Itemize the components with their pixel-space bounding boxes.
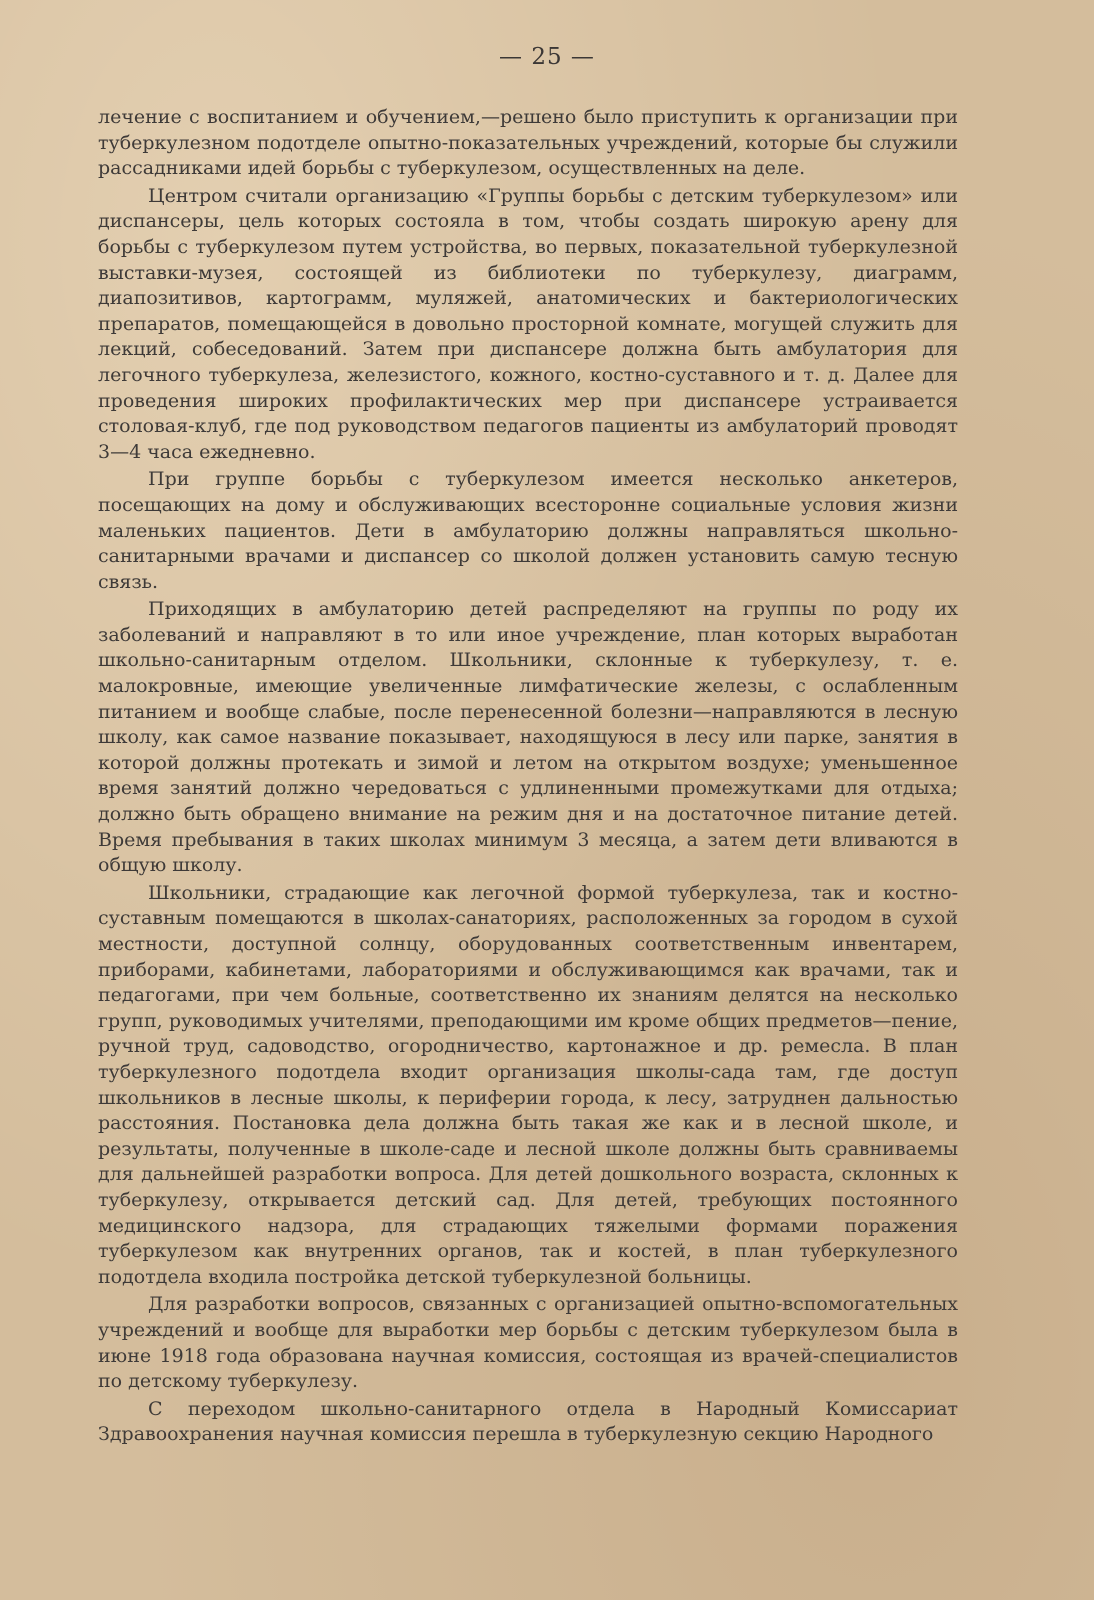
paragraph-6: Для разработки вопросов, связанных с организацией опытно-вспомогательных учреждений и вообще для выработки мер борьбы с детским туберкулезом была в июне 1918 года образована научная комиссия, состоящая из врачей-специалистов по детскому туберкулезу. [98,1293,958,1393]
body-text [98,105,958,1448]
paragraph-7: С переходом школьно-санитарного отдела в Народный Комиссариат Здравоохранения научная комиссия перешла в туберкулезную секцию Народного [98,1397,958,1446]
paragraph-1: лечение с воспитанием и обучением,—решено было приступить к организации при туберкулезном подотделе опытно-показательных учреждений, которые бы служили рассадниками идей борьбы с туберкулезом, осуществленных на деле. [98,106,958,180]
paragraph-5: Школьники, страдающие как легочной формой туберкулеза, так и костно-суставным помещаются в школах-санаториях, расположенных за городом в сухой местности, доступной солнцу, оборудованных соответственным инвентарем, приборами, кабинетами, лабораториями и обслуживающимся как врачами, так и педагогами, при чем больные, соответственно их знаниям делятся на несколько групп, руководимых учителями, преподающими им кроме общих предметов—пение, ручной труд, садоводство, огородничество, картонажное и др. ремесла. В план туберкулезного подотдела входит организация школы-сада там, где доступ школьников в лесные школы, к периферии города, к лесу, затруднен дальностью расстояния. Постановка дела должна быть такая же как и в лесной школе, и результаты, полученные в школе-саде и лесной школе должны быть сравниваемы для дальнейшей разработки вопроса. Для детей дошкольного возраста, склонных к туберкулезу, открывается детский сад. Для детей, требующих постоянного медицинского надзора, для страдающих тяжелыми формами поражения туберкулезом как внутренних органов, так и костей, в план туберкулезного подотдела входила постройка детской туберкулезной больницы. [98,881,958,1288]
paragraph-2: Центром считали организацию «Группы борьбы с детским туберкулезом» или диспансеры, цель которых состояла в том, чтобы создать широкую арену для борьбы с туберкулезом путем устройства, во первых, показательной туберкулезной выставки-музея, состоящей из библиотеки по туберкулезу, диаграмм, диапозитивов, картограмм, муляжей, анатомических и бактериологических препаратов, помещающейся в довольно просторной комнате, могущей служить для лекций, собеседований. Затем при диспансере должна быть амбулатория для легочного туберкулеза, железистого, кожного, костно-суставного и т. д. Далее для проведения широких профилактических мер при диспансере устраивается столовая-клуб, где под руководством педагогов пациенты из амбулаторий проводят 3—4 часа ежедневно. [98,184,958,463]
paragraph-4: Приходящих в амбулаторию детей распределяют на группы по роду их заболеваний и направляют в то или иное учреждение, план которых выработан школьно-санитарным отделом. Школьники, склонные к туберкулезу, т. е. малокровные, имеющие увеличенные лимфатические железы, с ослабленным питанием и вообще слабые, после перенесенной болезни—направляются в лесную школу, как самое название показывает, находящуюся в лесу или парке, занятия в которой должны протекать и зимой и летом на открытом воздухе; уменьшенное время занятий должно чередоваться с удлиненными промежутками для отдыха; должно быть обращено внимание на режим дня и на достаточное питание детей. Время пребывания в таких школах минимум 3 месяца, а затем дети вливаются в общую школу. [98,598,958,877]
paragraph-3: При группе борьбы с туберкулезом имеется несколько анкетеров, посещающих на дому и обслуживающих всесторонне социальные условия жизни маленьких пациентов. Дети в амбулаторию должны направляться школьно-санитарными врачами и диспансер со школой должен установить самую тесную связь. [98,468,958,593]
page-number: — 25 — [499,44,595,70]
